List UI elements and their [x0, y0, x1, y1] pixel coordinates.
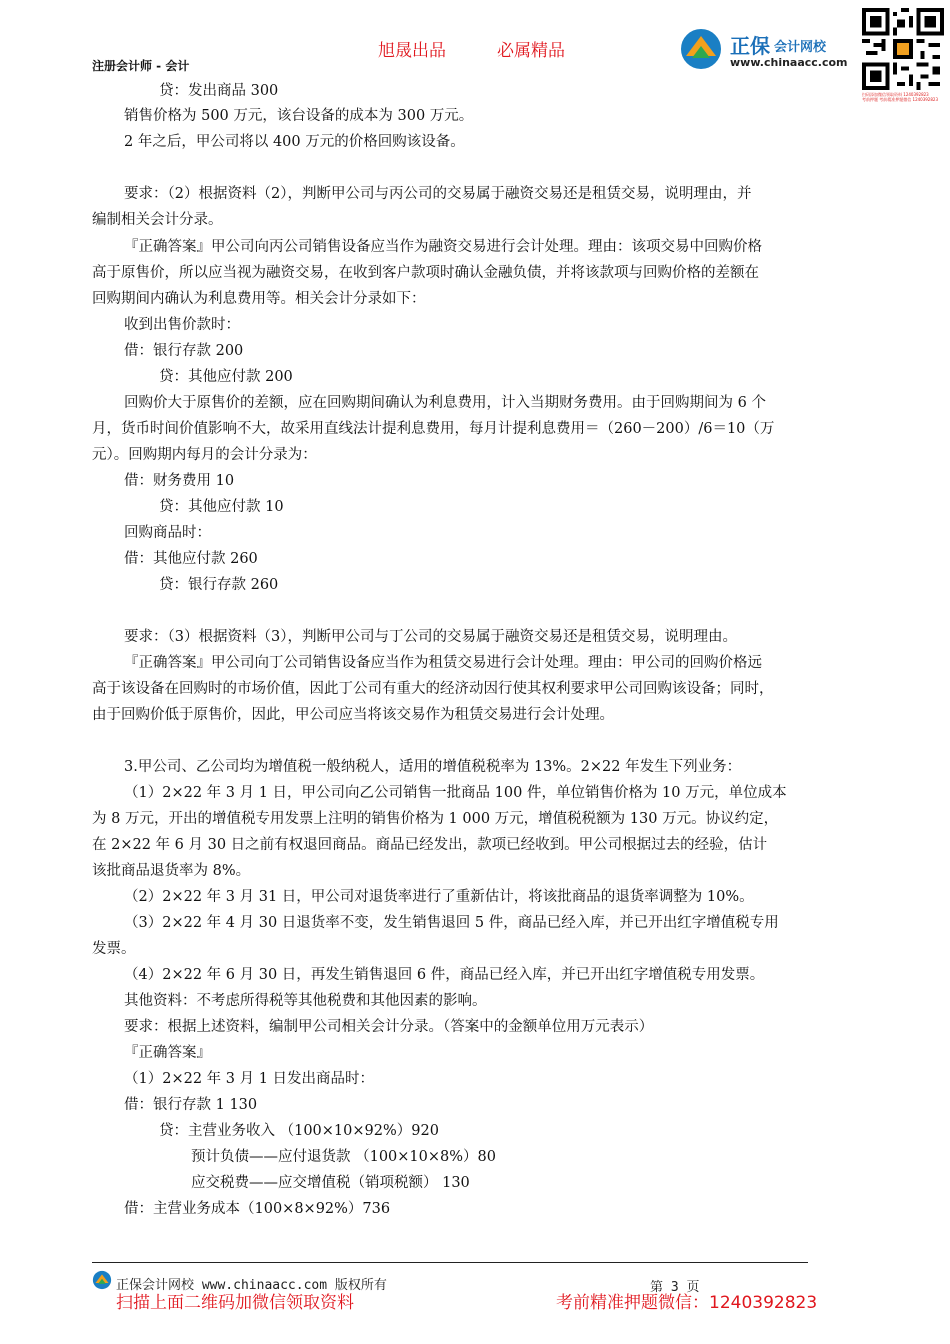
logo-mark-icon	[678, 26, 724, 72]
text-line: 为 8 万元，开出的增值税专用发票上注明的销售价格为 1 000 万元，增值税税额为 130 万元。协议约定，	[92, 811, 779, 827]
logo-url: www.chinaacc.com	[730, 56, 848, 69]
qr-caption-line-1: 扫码添加微信领取资料 1240392823	[862, 92, 929, 97]
text-line: 销售价格为 500 万元，该台设备的成本为 300 万元。	[124, 108, 474, 124]
wechat-qr-code	[862, 8, 944, 90]
text-line: 编制相关会计分录。	[92, 212, 223, 228]
text-line: 借：其他应付款 260	[124, 551, 258, 567]
text-line: 回购商品时：	[124, 525, 211, 541]
text-line: 贷：其他应付款 10	[159, 499, 284, 515]
text-line: 该批商品退货率为 8%。	[92, 863, 251, 879]
course-title: 注册会计师 - 会计	[92, 59, 190, 73]
text-line: 回购价大于原售价的差额，应在回购期间确认为利息费用，计入当期财务费用。由于回购期间为 6 个	[124, 395, 766, 411]
text-line: 高于该设备在回购时的市场价值，因此丁公司有重大的经济动因行使其权利要求甲公司回购该设备；同时，	[92, 681, 774, 697]
logo-cn: 正保	[730, 34, 770, 58]
text-line: 借：银行存款 200	[124, 343, 244, 359]
text-line: 贷：主营业务收入 （100×10×92%）920	[159, 1123, 439, 1139]
qr-caption-line-2: 考前押题 考前精准押题微信 1240392823	[862, 97, 938, 102]
footer-rule	[92, 1262, 808, 1263]
text-line: 收到出售价款时：	[124, 317, 240, 333]
text-line: 预计负债——应付退货款 （100×10×8%）80	[191, 1149, 496, 1165]
text-line: （2）2×22 年 3 月 31 日，甲公司对退货率进行了重新估计，将该批商品的退货率调整为 10%。	[124, 889, 754, 905]
header-slogan-right: 必属精品	[497, 41, 565, 61]
text-line: （3）2×22 年 4 月 30 日退货率不变，发生销售退回 5 件，商品已经入库，并已开出红字增值税专用	[124, 915, 779, 931]
text-line: （1）2×22 年 3 月 1 日，甲公司向乙公司销售一批商品 100 件，单位销售价格为 10 万元，单位成本	[124, 785, 787, 801]
text-line: 要求：（3）根据资料（3），判断甲公司与丁公司的交易属于融资交易还是租赁交易，说明理由。	[124, 629, 737, 645]
text-line: 2 年之后，甲公司将以 400 万元的价格回购该设备。	[124, 134, 465, 150]
footer-promo-right: 考前精准押题微信：1240392823	[556, 1293, 818, 1313]
text-line: 贷：发出商品 300	[159, 83, 279, 99]
text-line: 回购期间内确认为利息费用等。相关会计分录如下：	[92, 291, 426, 307]
footer-logo-icon	[92, 1270, 112, 1290]
text-line: 贷：其他应付款 200	[159, 369, 293, 385]
footer-logo	[92, 1270, 112, 1294]
text-line: 要求：（2）根据资料（2），判断甲公司与丙公司的交易属于融资交易还是租赁交易，说明理由，并	[124, 186, 752, 202]
text-line: 由于回购价低于原售价，因此，甲公司应当将该交易作为租赁交易进行会计处理。	[92, 707, 614, 723]
text-line: 高于原售价，所以应当视为融资交易，在收到客户款项时确认金融负债，并将该款项与回购价格的差额在	[92, 265, 759, 281]
qr-caption	[862, 92, 944, 102]
chinaacc-logo	[678, 24, 858, 76]
header-slogan-left: 旭晟出品	[378, 41, 446, 61]
qr-code-icon	[862, 8, 944, 90]
text-line: 月，货币时间价值影响不大，故采用直线法计提利息费用，每月计提利息费用＝（260－200）/6＝10（万	[92, 421, 775, 437]
text-line: 『正确答案』甲公司向丁公司销售设备应当作为租赁交易进行会计处理。理由：甲公司的回购价格远	[124, 655, 762, 671]
text-line: 借：银行存款 1 130	[124, 1097, 258, 1113]
text-line: 要求：根据上述资料，编制甲公司相关会计分录。（答案中的金额单位用万元表示）	[124, 1019, 654, 1035]
text-line: 贷：银行存款 260	[159, 577, 279, 593]
text-line: 借：主营业务成本（100×8×92%）736	[124, 1201, 391, 1217]
text-line: 发票。	[92, 941, 136, 957]
text-line: （1）2×22 年 3 月 1 日发出商品时：	[124, 1071, 375, 1087]
footer-copyright: 正保会计网校 www.chinaacc.com 版权所有	[116, 1278, 387, 1293]
text-line: 『正确答案』甲公司向丙公司销售设备应当作为融资交易进行会计处理。理由：该项交易中回购价格	[124, 239, 762, 255]
text-line: （4）2×22 年 6 月 30 日，再发生销售退回 6 件，商品已经入库，并已开出红字增值税专用发票。	[124, 967, 765, 983]
logo-cn-sub: 会计网校	[774, 40, 827, 55]
text-line: 其他资料：不考虑所得税等其他税费和其他因素的影响。	[124, 993, 487, 1009]
footer-promo-left: 扫描上面二维码加微信领取资料	[116, 1293, 354, 1313]
text-line: 『正确答案』	[124, 1045, 211, 1061]
text-line: 在 2×22 年 6 月 30 日之前有权退回商品。商品已经发出，款项已经收到。甲公司根据过去的经验，估计	[92, 837, 768, 853]
text-line: 元）。回购期内每月的会计分录为：	[92, 447, 317, 463]
footer-page-number: 第 3 页	[650, 1280, 700, 1295]
text-line: 借：财务费用 10	[124, 473, 235, 489]
text-line: 应交税费——应交增值税（销项税额） 130	[191, 1175, 470, 1191]
text-line: 3.甲公司、乙公司均为增值税一般纳税人，适用的增值税税率为 13%。2×22 年发生下列业务：	[124, 759, 742, 775]
